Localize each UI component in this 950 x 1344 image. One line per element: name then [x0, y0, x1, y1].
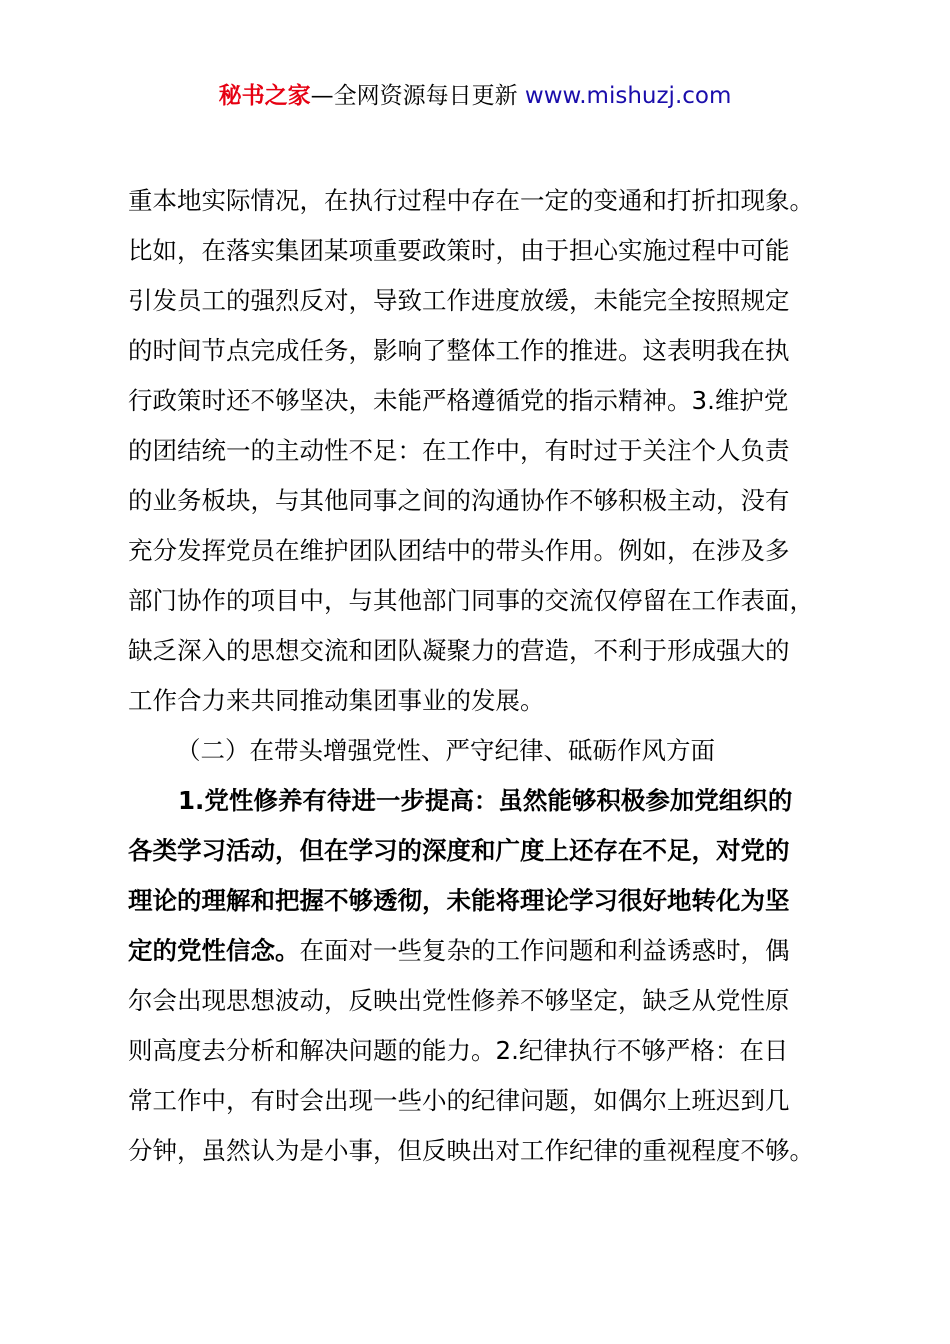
- header-slogan: —全网资源每日更新: [310, 83, 518, 109]
- page-header: [0, 80, 950, 112]
- bold-text-segment: 定的党性信念。: [128, 936, 300, 965]
- paragraph-line: 比如，在落实集团某项重要政策时，由于担心实施过程中可能: [128, 236, 790, 265]
- paragraph-line: 工作合力来共同推动集团事业的发展。: [128, 686, 545, 715]
- section-heading: （二）在带头增强党性、严守纪律、砥砺作风方面: [176, 736, 715, 765]
- paragraph-line: 缺乏深入的思想交流和团队凝聚力的营造，不利于形成强大的: [128, 636, 790, 665]
- paragraph-line: 的业务板块，与其他同事之间的沟通协作不够积极主动，没有: [128, 486, 790, 515]
- paragraph-line: 常工作中，有时会出现一些小的纪律问题，如偶尔上班迟到几: [128, 1086, 790, 1115]
- paragraph-line: 部门协作的项目中，与其他部门同事的交流仅停留在工作表面，: [128, 586, 814, 615]
- normal-text-segment: 在面对一些复杂的工作问题和利益诱惑时，偶: [299, 936, 790, 965]
- bold-paragraph-line: 1.党性修养有待进一步提高：虽然能够积极参加党组织的: [178, 786, 793, 815]
- document-body: [128, 176, 868, 1176]
- bold-paragraph-line: 理论的理解和把握不够透彻，未能将理论学习很好地转化为坚: [128, 886, 790, 915]
- paragraph-line: 引发员工的强烈反对，导致工作进度放缓，未能完全按照规定: [128, 286, 790, 315]
- site-url-link[interactable]: www.mishuzj.com: [524, 83, 732, 109]
- paragraph-line: 分钟，虽然认为是小事，但反映出对工作纪律的重视程度不够。: [128, 1136, 814, 1165]
- paragraph-line: 的时间节点完成任务，影响了整体工作的推进。这表明我在执: [128, 336, 790, 365]
- paragraph-line: 尔会出现思想波动，反映出党性修养不够坚定，缺乏从党性原: [128, 986, 790, 1015]
- paragraph-line: 重本地实际情况，在执行过程中存在一定的变通和打折扣现象。: [128, 186, 814, 215]
- bold-paragraph-line: 各类学习活动，但在学习的深度和广度上还存在不足，对党的: [128, 836, 790, 865]
- paragraph-line: 的团结统一的主动性不足：在工作中，有时过于关注个人负责: [128, 436, 790, 465]
- paragraph-line: 则高度去分析和解决问题的能力。2.纪律执行不够严格：在日: [128, 1036, 789, 1065]
- paragraph-line: 行政策时还不够坚决，未能严格遵循党的指示精神。3.维护党: [128, 386, 789, 415]
- mixed-paragraph-line: [128, 926, 868, 976]
- brand-name: 秘书之家: [218, 83, 311, 109]
- paragraph-line: 充分发挥党员在维护团队团结中的带头作用。例如，在涉及多: [128, 536, 790, 565]
